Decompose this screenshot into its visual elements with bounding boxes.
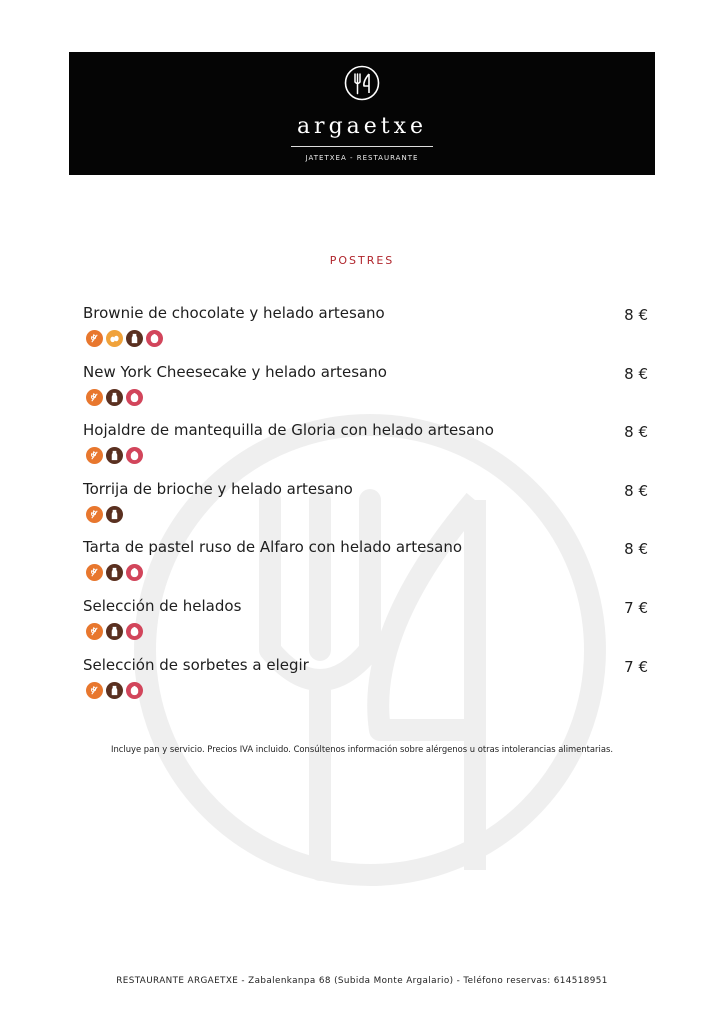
menu-item-name: Brownie de chocolate y helado artesano bbox=[83, 304, 385, 322]
menu-item bbox=[83, 363, 648, 422]
section-title: POSTRES bbox=[329, 254, 395, 267]
wheat-icon bbox=[86, 623, 103, 640]
menu-item bbox=[83, 480, 648, 539]
menu-item-name: Selección de sorbetes a elegir bbox=[83, 655, 309, 674]
brand-divider bbox=[291, 146, 433, 147]
footer-address: RESTAURANTE ARGAETXE - Zabalenkanpa 68 (Subida Monte Argalario) - Teléfono reservas: 614518951 bbox=[116, 976, 608, 986]
wheat-icon bbox=[86, 330, 103, 347]
dessert-menu-list bbox=[83, 304, 648, 714]
brand-name: argaetxe bbox=[296, 114, 428, 139]
wheat-icon bbox=[86, 447, 103, 464]
brand-tagline: JATETXEA - RESTAURANTE bbox=[305, 154, 419, 162]
milk-icon bbox=[106, 447, 123, 464]
allergen-icons bbox=[86, 330, 163, 347]
nuts-icon bbox=[126, 389, 143, 406]
allergen-icons bbox=[86, 564, 143, 581]
milk-icon bbox=[106, 564, 123, 581]
nuts-icon bbox=[146, 330, 163, 347]
allergen-icons bbox=[86, 682, 143, 699]
nuts-icon bbox=[126, 682, 143, 699]
milk-icon bbox=[106, 682, 123, 699]
menu-item-price: 7 € bbox=[624, 657, 648, 676]
wheat-icon bbox=[86, 564, 103, 581]
wheat-icon bbox=[86, 682, 103, 699]
menu-item bbox=[83, 304, 648, 363]
menu-item bbox=[83, 597, 648, 656]
allergen-icons bbox=[86, 447, 143, 464]
header-banner bbox=[69, 52, 655, 175]
milk-icon bbox=[106, 623, 123, 640]
allergen-icons bbox=[86, 389, 143, 406]
eggs-icon bbox=[106, 330, 123, 347]
nuts-icon bbox=[126, 623, 143, 640]
allergen-note: Incluye pan y servicio. Precios IVA incluido. Consúltenos información sobre alérgenos u otras intolerancias alimentarias. bbox=[111, 744, 613, 754]
menu-item-name: Hojaldre de mantequilla de Gloria con helado artesano bbox=[83, 421, 494, 440]
menu-item-price: 8 € bbox=[624, 423, 648, 442]
menu-item-name: Selección de helados bbox=[83, 596, 242, 615]
menu-item bbox=[83, 656, 648, 715]
menu-item-price: 8 € bbox=[624, 540, 648, 559]
allergen-icons bbox=[86, 506, 123, 523]
nuts-icon bbox=[126, 447, 143, 464]
wheat-icon bbox=[86, 389, 103, 406]
menu-item-price: 8 € bbox=[624, 364, 648, 383]
wheat-icon bbox=[86, 506, 103, 523]
menu-item bbox=[83, 538, 648, 597]
nuts-icon bbox=[126, 564, 143, 581]
milk-icon bbox=[126, 330, 143, 347]
menu-item bbox=[83, 421, 648, 480]
menu-item-price: 7 € bbox=[624, 598, 648, 617]
menu-item-price: 8 € bbox=[624, 481, 648, 500]
milk-icon bbox=[106, 506, 123, 523]
fork-knife-logo-icon bbox=[344, 65, 380, 101]
menu-item-name: Torrija de brioche y helado artesano bbox=[83, 479, 353, 498]
allergen-icons bbox=[86, 623, 143, 640]
menu-item-name: New York Cheesecake y helado artesano bbox=[83, 362, 387, 381]
milk-icon bbox=[106, 389, 123, 406]
menu-item-name: Tarta de pastel ruso de Alfaro con helado artesano bbox=[83, 538, 463, 557]
menu-item-price: 8 € bbox=[624, 306, 648, 324]
